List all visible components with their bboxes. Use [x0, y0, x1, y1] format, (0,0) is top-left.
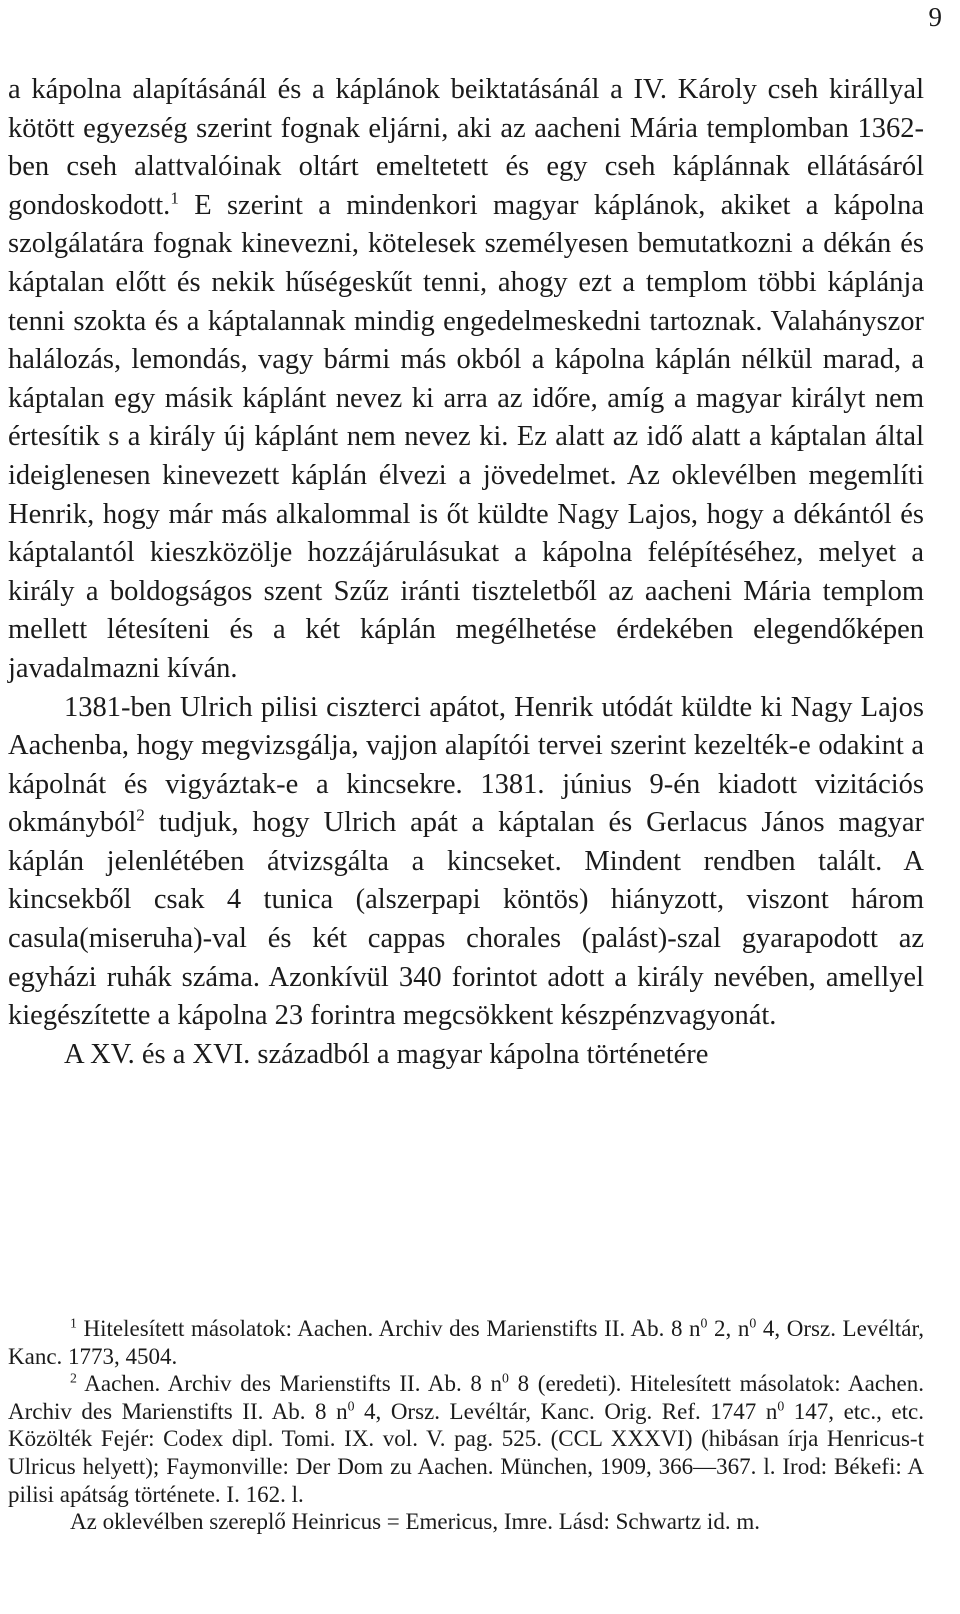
footnote-1-text-1: Hitelesített másolatok: Aachen. Archiv des Marienstifts II. Ab. 8 n: [76, 1316, 701, 1341]
footnote-2-marker: 2: [70, 1370, 77, 1386]
footnote-1: [8, 1315, 924, 1370]
footnote-3: [8, 1508, 924, 1536]
paragraph-1-text-1: a kápolna alapításánál és a káplánok beiktatásánál a IV. Károly cseh királlyal kötött egyezség szerint fognak eljárni, aki az aacheni Mária templomban 1362-ben cseh alattvalóinak oltárt emeltetett és egy cseh káplánnak ellátásáról gondoskodott.: [8, 74, 924, 221]
footnote-2-degree-2: 0: [347, 1398, 355, 1414]
footnote-1-degree-2: 0: [749, 1315, 757, 1331]
paragraph-1-text-2: E szerint a mindenkori magyar káplánok, akiket a kápolna szolgálatára fognak kinevezni, kötelesek személyesen bemutatkozni a dékán és káptalan előtt és nekik hűségeskűt tenni, ahogy ezt a templom többi káplánja tenni szokta és a káptalannak mindig engedelmeskedni tartoznak. Valahányszor halálozás, lemondás, vagy bármi más okból a kápolna káplán nélkül marad, a káptalan egy másik káplánt nevez ki arra az időre, amíg a magyar királyt nem értesítik s a király új káplánt nem nevez ki. Ez alatt az idő alatt a káptalan által ideiglenesen kinevezett káplán élvezi a jövedelmet. Az oklevélben megemlíti Henrik, hogy már más alkalommal is őt küldte Nagy Lajos, hogy a dékántól és káptalantól kieszközölje hozzájárulásukat a kápolna felépítéséhez, melyet a király a boldogságos szent Szűz iránti tiszteletből az aacheni Mária templom mellett létesíteni és a két káplán megélhetése érdekében elegendőképen javadalmazni kíván.: [8, 189, 924, 684]
footnote-1-marker: 1: [70, 1315, 77, 1331]
paragraph-2: [8, 689, 924, 1036]
footnote-ref-2: 2: [136, 805, 145, 825]
footnote-2-text-2: 8 (eredeti). Hitelesített másolatok: Aachen. Archiv des Marienstifts II. Ab. 8 n: [8, 1371, 924, 1424]
footnote-2-degree-1: 0: [502, 1370, 509, 1386]
footnote-2-text-4: 147, etc., etc. Közölték Fejér: Codex dipl. Tomi. IX. vol. V. pag. 525. (CCL XXXVI) (hibásan írja Henricus-t Ulricus helyett); Faymonville: Der Dom zu Aachen. München, 1909, 366—367. l. Irod: Békefi: A pilisi apátság története. I. 162. l.: [8, 1398, 924, 1507]
footnotes: [8, 1315, 924, 1536]
footnote-2-text-1: Aachen. Archiv des Marienstifts II. Ab. 8 n: [76, 1371, 503, 1397]
footnote-ref-1: 1: [170, 188, 179, 208]
paragraph-3-text-1: A XV. és a XVI. századból a magyar kápolna történetére: [64, 1038, 709, 1070]
footnote-2: [8, 1370, 924, 1508]
footnote-1-degree-1: 0: [700, 1315, 708, 1331]
main-text: [8, 71, 924, 1074]
page-number: 9: [928, 2, 942, 32]
footnote-2-degree-3: 0: [777, 1398, 785, 1414]
footnote-2-text-3: 4, Orsz. Levéltár, Kanc. Orig. Ref. 1747 n: [354, 1398, 778, 1424]
paragraph-1: [8, 71, 924, 689]
paragraph-2-text-1: 1381-ben Ulrich pilisi ciszterci apátot, Henrik utódát küldte ki Nagy Lajos Aachenba, hogy megvizsgálja, vajjon alapítói tervei szerint kezelték-e odakint a kápolnát és vigyáztak-e a kincsekre. 1381. június 9-én kiadott vizitációs okmányból: [8, 691, 924, 839]
footnote-1-text-3: 4, Orsz. Levéltár, Kanc. 1773, 4504.: [8, 1316, 924, 1369]
paragraph-2-text-2: tudjuk, hogy Ulrich apát a káptalan és Gerlacus János magyar káplán jelenlétében átvizsgálta a kincseket. Mindent rendben talált. A kincsekből csak 4 tunica (alszerpapi köntös) hiányzott, viszont három casula(miseruha)-val és két cappas chorales (palást)-szal gyarapodott az egyházi ruhák száma. Azonkívül 340 forintot adott a király nevében, amellyel kiegészítette a kápolna 23 forintra megcsökkent készpénzvagyonát.: [8, 807, 924, 1032]
paragraph-3: [8, 1036, 924, 1075]
footnote-3-text-1: Az oklevélben szereplő Heinricus = Emericus, Imre. Lásd: Schwartz id. m.: [70, 1509, 760, 1535]
footnote-1-text-2: 2, n: [707, 1316, 750, 1341]
